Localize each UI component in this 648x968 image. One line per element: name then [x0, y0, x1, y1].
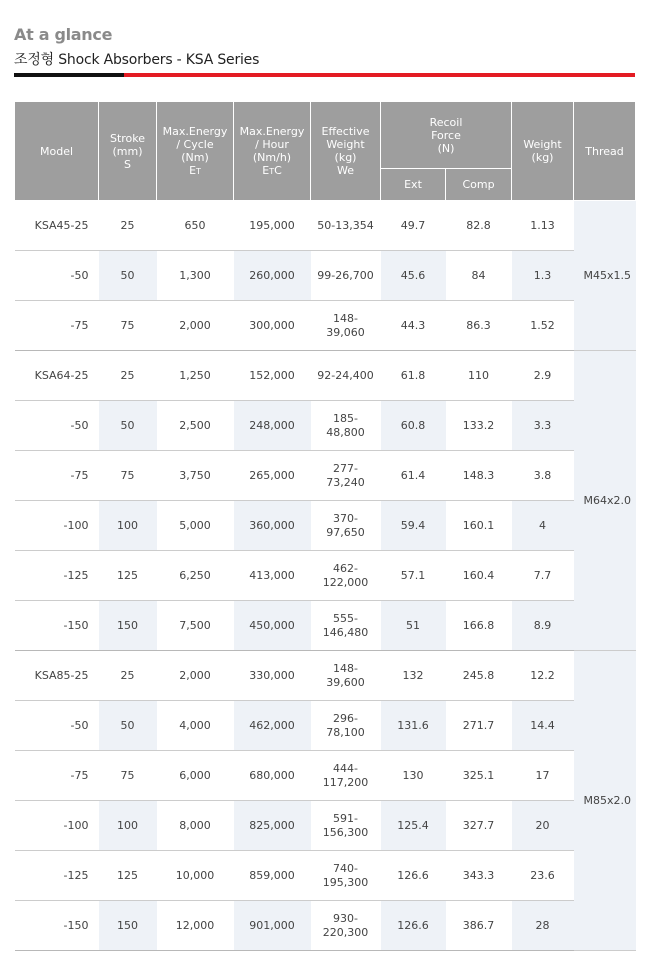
header-energy-hour: Max.Energy / Hour (Nm/h) ETC	[234, 102, 311, 201]
cell-energy-cycle: 1,300	[157, 251, 234, 301]
cell-stroke: 50	[99, 251, 157, 301]
cell-model: -75	[15, 451, 99, 501]
cell-model: -75	[15, 301, 99, 351]
table-row	[15, 651, 636, 701]
cell-thread: M64x2.0	[574, 351, 636, 651]
header-stroke: Stroke (mm) S	[99, 102, 157, 201]
table-row	[15, 701, 636, 751]
cell-energy-hour: 413,000	[234, 551, 311, 601]
table-row	[15, 301, 636, 351]
cell-weight: 23.6	[512, 851, 574, 901]
cell-stroke: 150	[99, 601, 157, 651]
cell-energy-hour: 462,000	[234, 701, 311, 751]
cell-stroke: 100	[99, 501, 157, 551]
cell-weight: 1.13	[512, 201, 574, 251]
cell-stroke: 50	[99, 401, 157, 451]
header-thread: Thread	[574, 102, 636, 201]
cell-stroke: 75	[99, 301, 157, 351]
cell-energy-hour: 260,000	[234, 251, 311, 301]
cell-recoil-ext: 45.6	[381, 251, 446, 301]
cell-recoil-ext: 131.6	[381, 701, 446, 751]
cell-energy-cycle: 10,000	[157, 851, 234, 901]
cell-energy-cycle: 650	[157, 201, 234, 251]
cell-thread: M85x2.0	[574, 651, 636, 951]
cell-recoil-comp: 110	[446, 351, 512, 401]
cell-energy-hour: 360,000	[234, 501, 311, 551]
table-row	[15, 601, 636, 651]
cell-stroke: 50	[99, 701, 157, 751]
cell-weight: 20	[512, 801, 574, 851]
cell-model: KSA45-25	[15, 201, 99, 251]
cell-recoil-comp: 271.7	[446, 701, 512, 751]
cell-stroke: 150	[99, 901, 157, 951]
cell-energy-cycle: 8,000	[157, 801, 234, 851]
cell-energy-hour: 265,000	[234, 451, 311, 501]
cell-effective-weight: 50-13,354	[311, 201, 381, 251]
cell-energy-hour: 330,000	[234, 651, 311, 701]
table-row	[15, 251, 636, 301]
cell-energy-hour: 859,000	[234, 851, 311, 901]
cell-recoil-comp: 82.8	[446, 201, 512, 251]
cell-energy-hour: 300,000	[234, 301, 311, 351]
cell-recoil-comp: 245.8	[446, 651, 512, 701]
cell-stroke: 25	[99, 651, 157, 701]
cell-energy-cycle: 3,750	[157, 451, 234, 501]
cell-weight: 3.3	[512, 401, 574, 451]
title-rule-red	[124, 73, 635, 77]
table-row	[15, 401, 636, 451]
cell-recoil-ext: 44.3	[381, 301, 446, 351]
header-recoil-force: Recoil Force (N)	[381, 102, 512, 169]
cell-recoil-ext: 61.4	[381, 451, 446, 501]
cell-stroke: 75	[99, 751, 157, 801]
cell-effective-weight: 444- 117,200	[311, 751, 381, 801]
header-effective-weight: Effective Weight (kg) We	[311, 102, 381, 201]
cell-effective-weight: 99-26,700	[311, 251, 381, 301]
cell-recoil-comp: 133.2	[446, 401, 512, 451]
cell-weight: 3.8	[512, 451, 574, 501]
cell-recoil-comp: 386.7	[446, 901, 512, 951]
table-row	[15, 451, 636, 501]
cell-model: -125	[15, 551, 99, 601]
cell-recoil-comp: 327.7	[446, 801, 512, 851]
cell-energy-hour: 450,000	[234, 601, 311, 651]
cell-effective-weight: 277- 73,240	[311, 451, 381, 501]
cell-energy-hour: 680,000	[234, 751, 311, 801]
cell-energy-cycle: 5,000	[157, 501, 234, 551]
cell-weight: 12.2	[512, 651, 574, 701]
cell-recoil-comp: 160.4	[446, 551, 512, 601]
cell-energy-hour: 195,000	[234, 201, 311, 251]
cell-energy-cycle: 7,500	[157, 601, 234, 651]
cell-recoil-ext: 125.4	[381, 801, 446, 851]
table-row	[15, 351, 636, 401]
cell-model: KSA64-25	[15, 351, 99, 401]
cell-effective-weight: 296- 78,100	[311, 701, 381, 751]
cell-effective-weight: 148- 39,600	[311, 651, 381, 701]
cell-model: -75	[15, 751, 99, 801]
cell-energy-cycle: 2,000	[157, 301, 234, 351]
cell-model: -150	[15, 601, 99, 651]
cell-energy-cycle: 1,250	[157, 351, 234, 401]
cell-model: -50	[15, 251, 99, 301]
page-subtitle: 조정형 Shock Absorbers - KSA Series	[14, 52, 260, 68]
cell-model: -150	[15, 901, 99, 951]
table-header	[15, 102, 636, 201]
cell-energy-hour: 901,000	[234, 901, 311, 951]
cell-recoil-comp: 148.3	[446, 451, 512, 501]
cell-model: -100	[15, 501, 99, 551]
cell-model: -125	[15, 851, 99, 901]
table-body	[15, 201, 636, 951]
cell-energy-cycle: 12,000	[157, 901, 234, 951]
cell-weight: 14.4	[512, 701, 574, 751]
cell-recoil-ext: 126.6	[381, 851, 446, 901]
cell-effective-weight: 930- 220,300	[311, 901, 381, 951]
cell-recoil-comp: 325.1	[446, 751, 512, 801]
cell-recoil-comp: 84	[446, 251, 512, 301]
cell-recoil-ext: 51	[381, 601, 446, 651]
cell-weight: 28	[512, 901, 574, 951]
cell-recoil-comp: 160.1	[446, 501, 512, 551]
cell-effective-weight: 370- 97,650	[311, 501, 381, 551]
cell-model: -50	[15, 701, 99, 751]
cell-effective-weight: 185- 48,800	[311, 401, 381, 451]
cell-stroke: 125	[99, 551, 157, 601]
table-row	[15, 201, 636, 251]
header-model: Model	[15, 102, 99, 201]
cell-recoil-ext: 130	[381, 751, 446, 801]
cell-recoil-ext: 61.8	[381, 351, 446, 401]
cell-energy-cycle: 6,000	[157, 751, 234, 801]
cell-weight: 2.9	[512, 351, 574, 401]
header-ext: Ext	[381, 169, 446, 201]
header-energy-cycle: Max.Energy / Cycle (Nm) ET	[157, 102, 234, 201]
cell-effective-weight: 92-24,400	[311, 351, 381, 401]
cell-energy-hour: 825,000	[234, 801, 311, 851]
cell-stroke: 100	[99, 801, 157, 851]
cell-weight: 7.7	[512, 551, 574, 601]
cell-model: -50	[15, 401, 99, 451]
header-weight: Weight (kg)	[512, 102, 574, 201]
cell-effective-weight: 555- 146,480	[311, 601, 381, 651]
cell-stroke: 75	[99, 451, 157, 501]
cell-recoil-ext: 59.4	[381, 501, 446, 551]
cell-stroke: 25	[99, 351, 157, 401]
cell-thread: M45x1.5	[574, 201, 636, 351]
cell-weight: 1.3	[512, 251, 574, 301]
cell-stroke: 125	[99, 851, 157, 901]
cell-weight: 17	[512, 751, 574, 801]
table-row	[15, 851, 636, 901]
cell-recoil-ext: 126.6	[381, 901, 446, 951]
page-title: At a glance	[14, 25, 113, 44]
table-row	[15, 801, 636, 851]
cell-energy-cycle: 2,500	[157, 401, 234, 451]
spec-table	[14, 101, 636, 951]
cell-recoil-ext: 57.1	[381, 551, 446, 601]
cell-effective-weight: 462- 122,000	[311, 551, 381, 601]
cell-energy-cycle: 2,000	[157, 651, 234, 701]
header-comp: Comp	[446, 169, 512, 201]
cell-weight: 1.52	[512, 301, 574, 351]
cell-recoil-ext: 132	[381, 651, 446, 701]
cell-effective-weight: 591- 156,300	[311, 801, 381, 851]
cell-energy-hour: 248,000	[234, 401, 311, 451]
cell-weight: 4	[512, 501, 574, 551]
cell-stroke: 25	[99, 201, 157, 251]
cell-weight: 8.9	[512, 601, 574, 651]
cell-recoil-ext: 49.7	[381, 201, 446, 251]
cell-recoil-comp: 86.3	[446, 301, 512, 351]
table-row	[15, 901, 636, 951]
cell-energy-hour: 152,000	[234, 351, 311, 401]
cell-recoil-comp: 166.8	[446, 601, 512, 651]
table-row	[15, 501, 636, 551]
table-row	[15, 751, 636, 801]
cell-recoil-comp: 343.3	[446, 851, 512, 901]
table-row	[15, 551, 636, 601]
cell-model: -100	[15, 801, 99, 851]
cell-effective-weight: 148- 39,060	[311, 301, 381, 351]
cell-effective-weight: 740- 195,300	[311, 851, 381, 901]
cell-recoil-ext: 60.8	[381, 401, 446, 451]
title-rule-dark	[14, 73, 124, 77]
cell-energy-cycle: 6,250	[157, 551, 234, 601]
cell-energy-cycle: 4,000	[157, 701, 234, 751]
cell-model: KSA85-25	[15, 651, 99, 701]
